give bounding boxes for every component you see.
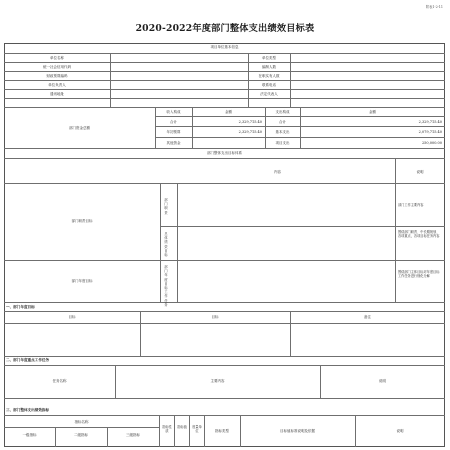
description-header: 目标值标准说明及依据: [280, 429, 315, 433]
label-staff-count: 编制人数: [262, 65, 276, 69]
label-unified-code: 统一社会信用代码: [43, 65, 71, 69]
section-1-title: 一、部门年度目标: [6, 305, 35, 309]
label-contact-phone: 联系电话: [262, 83, 276, 87]
funds-row-out-amount: 2,079,715.40: [418, 130, 442, 134]
section-1-col-3: 备注: [364, 315, 371, 319]
goals-row-note: 部门工作主要内容: [398, 203, 424, 207]
label-unit-leader: 单位负责人: [48, 83, 66, 87]
unit-header: 度量单位: [192, 425, 202, 433]
funds-row-in: 合计: [170, 120, 177, 124]
funds-row-out: 项目支出: [275, 141, 290, 145]
page-title: 2020-2022年度部门整体支出绩效目标表: [135, 23, 315, 34]
goals-row-sub: 总体绩效目标: [164, 232, 168, 258]
label-unit-name: 单位名称: [50, 56, 64, 60]
funds-expense-col: 支出构成: [275, 110, 290, 114]
goals-row-label: 部门职责目标: [71, 219, 93, 223]
funds-income-col: 收入构成: [166, 110, 181, 114]
section-3-title: 三、部门整体支出绩效指标: [6, 408, 50, 412]
goals-col-content: 内容: [274, 170, 281, 174]
basis-header: 指标类型: [215, 429, 229, 433]
label-finance-code: 财政预算编码: [46, 74, 68, 78]
level-1-header: 一级指标: [22, 433, 37, 437]
note-header: 说明: [396, 429, 404, 433]
section-2-col-2: 主要内容: [210, 379, 225, 383]
funds-row-out-amount: 2,329,715.40: [418, 120, 442, 124]
funds-label: 部门资金总额: [69, 126, 90, 130]
funds-row-in: 年初预算: [166, 130, 181, 134]
corner-label: 附表1-2-11: [425, 5, 443, 9]
label-legal-rep: 法定代表人: [260, 92, 278, 96]
funds-row-in: 其他资金: [166, 141, 181, 145]
indicator-name-header: 指标名称: [74, 420, 89, 424]
goals-col-note: 说明: [416, 170, 424, 174]
value-header: 指标值: [177, 425, 187, 429]
section-2-col-1: 任务名称: [52, 379, 67, 383]
funds-amount-col: 金额: [225, 110, 232, 114]
funds-row-out: 基本支出: [275, 130, 290, 134]
section-1-col-1: 目标: [68, 315, 76, 319]
basic-info-header: 项目单位基本信息: [210, 45, 239, 49]
section-1-col-2: 目标: [211, 315, 219, 319]
funds-amount-col-2: 金额: [369, 110, 376, 114]
form-table: [4, 43, 445, 447]
section-2-title: 二、部门年度重点工作任务: [6, 358, 50, 362]
level-2-header: 二级指标: [74, 433, 88, 437]
funds-row-in-amount: 2,329,715.40: [238, 130, 262, 134]
funds-row-out: 合计: [279, 120, 286, 124]
goals-row-note: 围绕部门主体目标对年度目标工作任务进行细化分解: [398, 270, 440, 278]
funds-row-out-amount: 250,000.00: [421, 141, 442, 145]
level-3-header: 三级指标: [126, 433, 140, 437]
goals-header: 部门整体支出目标体系: [207, 151, 242, 155]
goals-row-sub: 部门职责: [164, 198, 168, 215]
label-unit-type: 单位类型: [262, 56, 276, 60]
funds-row-in-amount: 2,329,715.40: [238, 120, 262, 124]
section-2-col-3: 说明: [379, 379, 386, 383]
label-actual-count: 在职实有人数: [258, 74, 280, 78]
goals-row-note: 围绕部门职责、中长期规划、各项重点，各项目标任务内容: [398, 230, 440, 238]
label-contact-address: 通讯地址: [50, 92, 64, 96]
nature-header: 指标性质: [162, 425, 172, 433]
goals-row-sub: 部门年度目标工作任务: [164, 265, 168, 307]
goals-row-label: 部门年度目标: [71, 279, 93, 283]
